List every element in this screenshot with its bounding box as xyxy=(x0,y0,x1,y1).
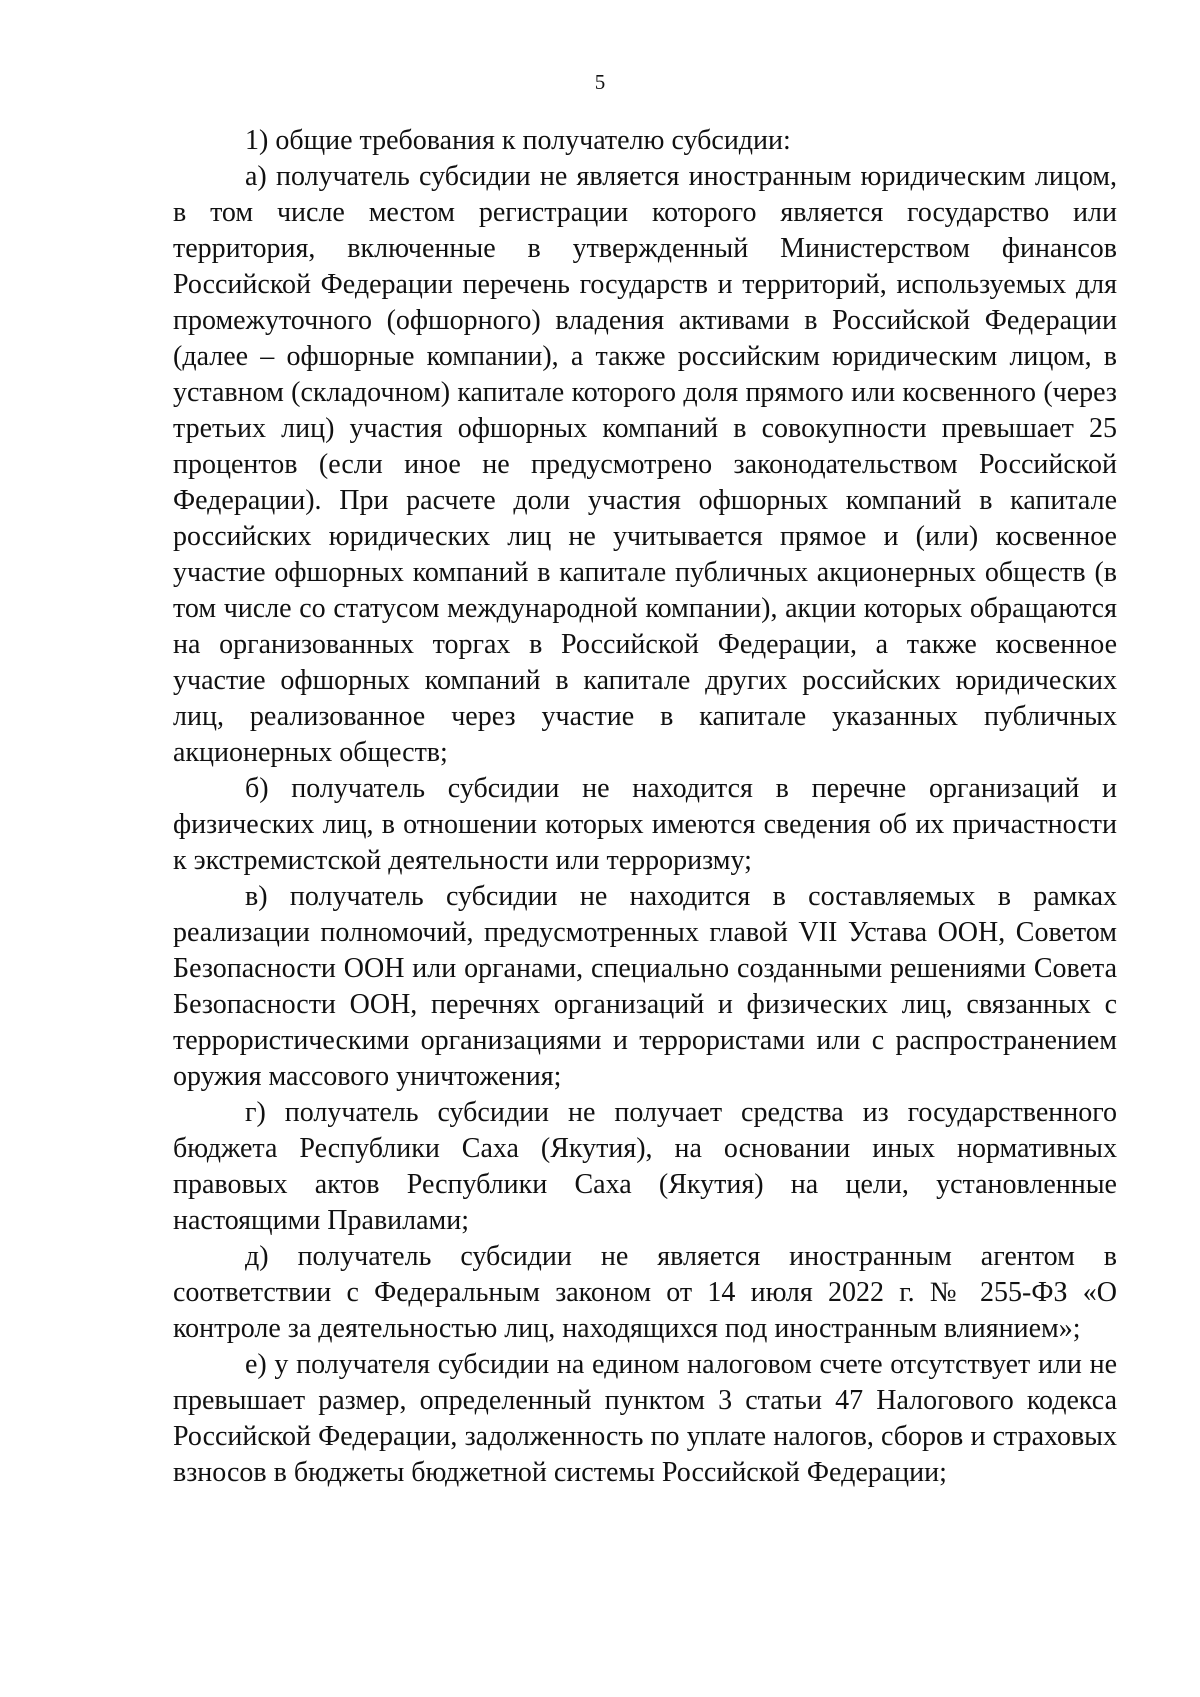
paragraph-b-extremism: б) получатель субсидии не находится в перечне организаций и физических лиц, в отношении которых имеются сведения об их причастности к экстремистской деятельности или терроризму; xyxy=(173,773,1117,876)
paragraph-e-tax-debt: е) у получателя субсидии на едином налоговом счете отсутствует или не превышает размер, определенный пунктом 3 статьи 47 Налогового кодекса Российской Федерации, задолженность по уплате налогов, сборов и страховых взносов в бюджеты бюджетной системы Российской Федерации; xyxy=(173,1349,1117,1488)
paragraph-general-requirements: 1) общие требования к получателю субсидии: xyxy=(245,125,791,156)
paragraph-g-budget-funds: г) получатель субсидии не получает средства из государственного бюджета Республики Саха (Якутия), на основании иных нормативных правовых актов Республики Саха (Якутия) на цели, установленные настоящими Правилами; xyxy=(173,1097,1117,1236)
paragraph-d-foreign-agent: д) получатель субсидии не является иностранным агентом в соответствии с Федеральным законом от 14 июля 2022 г. № 255-ФЗ «О контроле за деятельностью лиц, находящихся под иностранным влиянием»; xyxy=(173,1241,1117,1344)
document-body xyxy=(173,123,1117,1491)
paragraph-a-offshore: а) получатель субсидии не является иностранным юридическим лицом, в том числе местом регистрации которого является государство или территория, включенные в утвержденный Министерством финансов Российской Федерации перечень государств и территорий, используемых для промежуточного (офшорного) владения активами в Российской Федерации (далее – офшорные компании), а также российским юридическим лицом, в уставном (складочном) капитале которого доля прямого или косвенного (через третьих лиц) участия офшорных компаний в совокупности превышает 25 процентов (если иное не предусмотрено законодательством Российской Федерации). При расчете доли участия офшорных компаний в капитале российских юридических лиц не учитывается прямое и (или) косвенное участие офшорных компаний в капитале публичных акционерных обществ (в том числе со статусом международной компании), акции которых обращаются на организованных торгах в Российской Федерации, а также косвенное участие офшорных компаний в капитале других российских юридических лиц, реализованное через участие в капитале указанных публичных акционерных обществ; xyxy=(173,161,1117,768)
paragraph-v-un-lists: в) получатель субсидии не находится в составляемых в рамках реализации полномочий, предусмотренных главой VII Устава ООН, Советом Безопасности ООН или органами, специально созданными решениями Совета Безопасности ООН, перечнях организаций и физических лиц, связанных с террористическими организациями и террористами или с распространением оружия массового уничтожения; xyxy=(173,881,1117,1092)
page-number: 5 xyxy=(594,70,606,94)
